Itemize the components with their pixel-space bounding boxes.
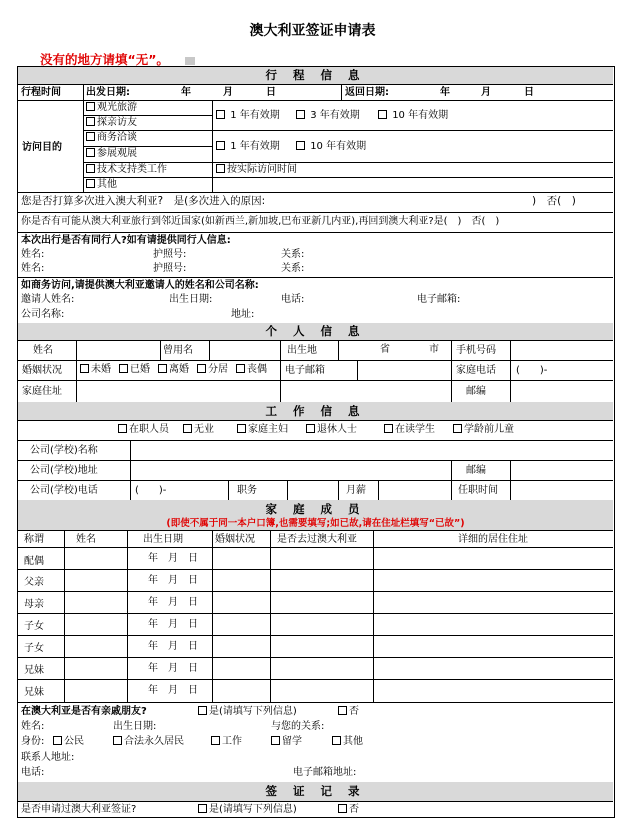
checkbox-icon <box>86 132 95 141</box>
company-address-label: 公司(学校)地址 <box>30 465 98 476</box>
birthplace-label: 出生地 <box>287 345 317 356</box>
purpose-exhibition[interactable]: 参展观展 <box>86 147 137 160</box>
checkbox-icon <box>216 110 225 119</box>
depart-day[interactable]: 日 <box>266 87 276 98</box>
family-section-header <box>18 500 613 530</box>
checkbox-icon <box>86 117 95 126</box>
visa-applied-question: 是否申请过澳大利亚签证? <box>21 804 137 815</box>
return-day[interactable]: 日 <box>524 87 534 98</box>
validity-actual-time[interactable]: 按实际访问时间 <box>216 163 297 176</box>
validity-10y-a[interactable]: 10 年有效期 <box>378 109 448 122</box>
visa-applied-no[interactable]: 否 <box>338 803 359 816</box>
checkbox-icon <box>296 141 305 150</box>
work-postcode-label: 邮编 <box>466 465 486 476</box>
col-birth: 出生日期 <box>143 534 183 545</box>
family-row-child2: 子女 <box>24 643 44 654</box>
checkbox-icon <box>53 736 62 745</box>
former-name-label: 曾用名 <box>163 345 193 356</box>
identity-pr[interactable]: 合法永久居民 <box>113 735 184 748</box>
personal-name-label: 姓名 <box>33 345 53 356</box>
checkbox-icon <box>80 364 89 373</box>
contact-address[interactable]: 联系人地址: <box>21 752 75 763</box>
checkbox-icon <box>296 110 305 119</box>
validity-3y[interactable]: 3 年有效期 <box>296 109 360 122</box>
checkbox-icon <box>183 424 192 433</box>
sibling1-birth[interactable]: 年 月 日 <box>148 663 198 674</box>
family-row-father: 父亲 <box>24 577 44 588</box>
return-date-label: 返回日期: <box>345 87 389 98</box>
note-marker <box>185 57 195 65</box>
salary-label: 月薪 <box>346 485 366 496</box>
checkbox-icon <box>198 804 207 813</box>
checkbox-icon <box>198 706 207 715</box>
checkbox-icon <box>86 164 95 173</box>
return-year[interactable]: 年 <box>440 87 450 98</box>
family-row-spouse: 配偶 <box>24 556 44 567</box>
tenure-label: 任职时间 <box>458 485 498 496</box>
inviter-birth[interactable]: 出生日期: <box>169 294 213 305</box>
personal-section-header: 个 人 信 息 <box>18 323 613 340</box>
child1-birth[interactable]: 年 月 日 <box>148 619 198 630</box>
relative-relation[interactable]: 与您的关系: <box>271 721 325 732</box>
inviter-email[interactable]: 电子邮箱: <box>417 294 461 305</box>
sibling2-birth[interactable]: 年 月 日 <box>148 685 198 696</box>
checkbox-icon <box>384 424 393 433</box>
work-section-header: 工 作 信 息 <box>18 402 613 420</box>
identity-study[interactable]: 留学 <box>271 735 302 748</box>
multi-entry-question: 您是否打算多次进入澳大利亚? 是(多次进入的原因: <box>21 195 266 207</box>
mobile-label: 手机号码 <box>456 345 496 356</box>
company-phone-label: 公司(学校)电话 <box>30 485 98 496</box>
work-housewife[interactable]: 家庭主妇 <box>237 423 288 436</box>
inviter-company[interactable]: 公司名称: <box>21 309 65 320</box>
checkbox-icon <box>378 110 387 119</box>
return-month[interactable]: 月 <box>481 87 491 98</box>
checkbox-icon <box>119 364 128 373</box>
home-address-label: 家庭住址 <box>22 386 62 397</box>
checkbox-icon <box>271 736 280 745</box>
form-title: 澳大利亚签证申请表 <box>249 23 376 39</box>
family-row-sibling1: 兄妹 <box>24 665 44 676</box>
family-row-child1: 子女 <box>24 621 44 632</box>
checkbox-icon <box>197 364 206 373</box>
family-header-title: 家 庭 成 员 <box>265 502 366 516</box>
visa-application-form <box>17 66 615 818</box>
identity-work[interactable]: 工作 <box>211 735 242 748</box>
checkbox-icon <box>86 102 95 111</box>
marital-widowed[interactable]: 丧偶 <box>236 363 267 376</box>
validity-1y-b[interactable]: 1 年有效期 <box>216 140 280 153</box>
marital-single[interactable]: 未婚 <box>80 363 111 376</box>
checkbox-icon <box>86 148 95 157</box>
city-label: 市 <box>429 344 439 355</box>
checkbox-icon <box>216 141 225 150</box>
checkbox-icon <box>158 364 167 373</box>
companion2-relation[interactable]: 关系: <box>281 263 305 274</box>
home-phone-field[interactable]: ( )- <box>516 365 548 376</box>
purpose-business[interactable]: 商务洽谈 <box>86 131 137 144</box>
companion-title: 本次出行是否有同行人?如有请提供同行人信息: <box>21 235 231 246</box>
marital-label: 婚姻状况 <box>22 365 62 376</box>
relatives-no[interactable]: 否 <box>338 705 359 718</box>
col-been-australia: 是否去过澳大利亚 <box>277 534 357 545</box>
inviter-name[interactable]: 邀请人姓名: <box>21 294 75 305</box>
depart-date-label: 出发日期: <box>86 87 130 98</box>
relative-name[interactable]: 姓名: <box>21 721 45 732</box>
col-title: 称谓 <box>24 534 44 545</box>
checkbox-icon <box>216 164 225 173</box>
home-phone-label: 家庭电话 <box>456 365 496 376</box>
visa-applied-yes[interactable]: 是(请填写下列信息) <box>198 803 297 816</box>
checkbox-icon <box>211 736 220 745</box>
col-address: 详细的居住住址 <box>458 534 528 545</box>
transit-question: 你是否有可能从澳大利亚旅行到邻近国家(如新西兰,新加坡,巴布亚新几内亚),再回到澳大利亚?是( ) 否( ) <box>21 216 500 227</box>
identity-citizen[interactable]: 公民 <box>53 735 84 748</box>
checkbox-icon <box>306 424 315 433</box>
relative-birth[interactable]: 出生日期: <box>113 721 157 732</box>
relatives-yes[interactable]: 是(请填写下列信息) <box>198 705 297 718</box>
multi-entry-no[interactable]: ) 否( ) <box>532 195 576 207</box>
marital-separated[interactable]: 分居 <box>197 363 228 376</box>
spouse-birth[interactable]: 年 月 日 <box>148 553 198 564</box>
company-name-label: 公司(学校)名称 <box>30 445 98 456</box>
purpose-visit-family[interactable]: 探亲访友 <box>86 116 137 129</box>
inviter-phone[interactable]: 电话: <box>281 294 305 305</box>
validity-1y-a[interactable]: 1 年有效期 <box>216 109 280 122</box>
depart-month[interactable]: 月 <box>223 87 233 98</box>
companion1-passport[interactable]: 护照号: <box>153 249 187 260</box>
checkbox-icon <box>237 424 246 433</box>
depart-year[interactable]: 年 <box>181 87 191 98</box>
travel-section-header: 行 程 信 息 <box>18 67 613 84</box>
purpose-label: 访问目的 <box>22 142 62 153</box>
relatives-question: 在澳大利亚是否有亲戚朋友? <box>21 706 147 717</box>
child2-birth[interactable]: 年 月 日 <box>148 641 198 652</box>
purpose-tech-support[interactable]: 技术支持类工作 <box>86 163 167 176</box>
mother-birth[interactable]: 年 月 日 <box>148 597 198 608</box>
company-phone-field[interactable]: ( )- <box>135 485 167 496</box>
travel-time-label: 行程时间 <box>21 87 61 98</box>
relative-phone[interactable]: 电话: <box>21 767 45 778</box>
checkbox-icon <box>118 424 127 433</box>
identity-label: 身份: <box>21 736 45 747</box>
marital-married[interactable]: 已婚 <box>119 363 150 376</box>
province-label: 省 <box>380 344 390 355</box>
father-birth[interactable]: 年 月 日 <box>148 575 198 586</box>
companion1-name[interactable]: 姓名: <box>21 249 45 260</box>
work-student[interactable]: 在读学生 <box>384 423 435 436</box>
identity-other[interactable]: 其他 <box>332 735 363 748</box>
checkbox-icon <box>86 179 95 188</box>
visa-section-header: 签 证 记 录 <box>18 782 613 801</box>
companion1-relation[interactable]: 关系: <box>281 249 305 260</box>
validity-10y-b[interactable]: 10 年有效期 <box>296 140 366 153</box>
checkbox-icon <box>453 424 462 433</box>
col-marital: 婚姻状况 <box>215 534 255 545</box>
personal-email-label: 电子邮箱 <box>285 365 325 376</box>
purpose-other[interactable]: 其他 <box>86 178 117 191</box>
fill-note: 没有的地方请填“无”。 <box>40 52 169 67</box>
checkbox-icon <box>338 706 347 715</box>
personal-postcode-label: 邮编 <box>466 386 486 397</box>
business-title: 如商务访问,请提供澳大利亚邀请人的姓名和公司名称: <box>21 280 259 291</box>
work-preschool[interactable]: 学龄前儿童 <box>453 423 514 436</box>
position-label: 职务 <box>237 485 257 496</box>
checkbox-icon <box>332 736 341 745</box>
work-employed[interactable]: 在职人员 <box>118 423 169 436</box>
work-unemployed[interactable]: 无业 <box>183 423 214 436</box>
checkbox-icon <box>113 736 122 745</box>
relative-email[interactable]: 电子邮箱地址: <box>293 767 357 778</box>
work-retired[interactable]: 退休人士 <box>306 423 357 436</box>
checkbox-icon <box>338 804 347 813</box>
family-row-sibling2: 兄妹 <box>24 687 44 698</box>
companion2-name[interactable]: 姓名: <box>21 263 45 274</box>
col-name: 姓名 <box>76 534 96 545</box>
companion2-passport[interactable]: 护照号: <box>153 263 187 274</box>
family-note: (即使不属于同一本户口簿,也需要填写;如已故,请在住址栏填写“已故”) <box>166 518 465 529</box>
marital-divorced[interactable]: 离婚 <box>158 363 189 376</box>
checkbox-icon <box>236 364 245 373</box>
purpose-sightseeing[interactable]: 观光旅游 <box>86 101 137 114</box>
inviter-address[interactable]: 地址: <box>231 309 255 320</box>
family-row-mother: 母亲 <box>24 599 44 610</box>
